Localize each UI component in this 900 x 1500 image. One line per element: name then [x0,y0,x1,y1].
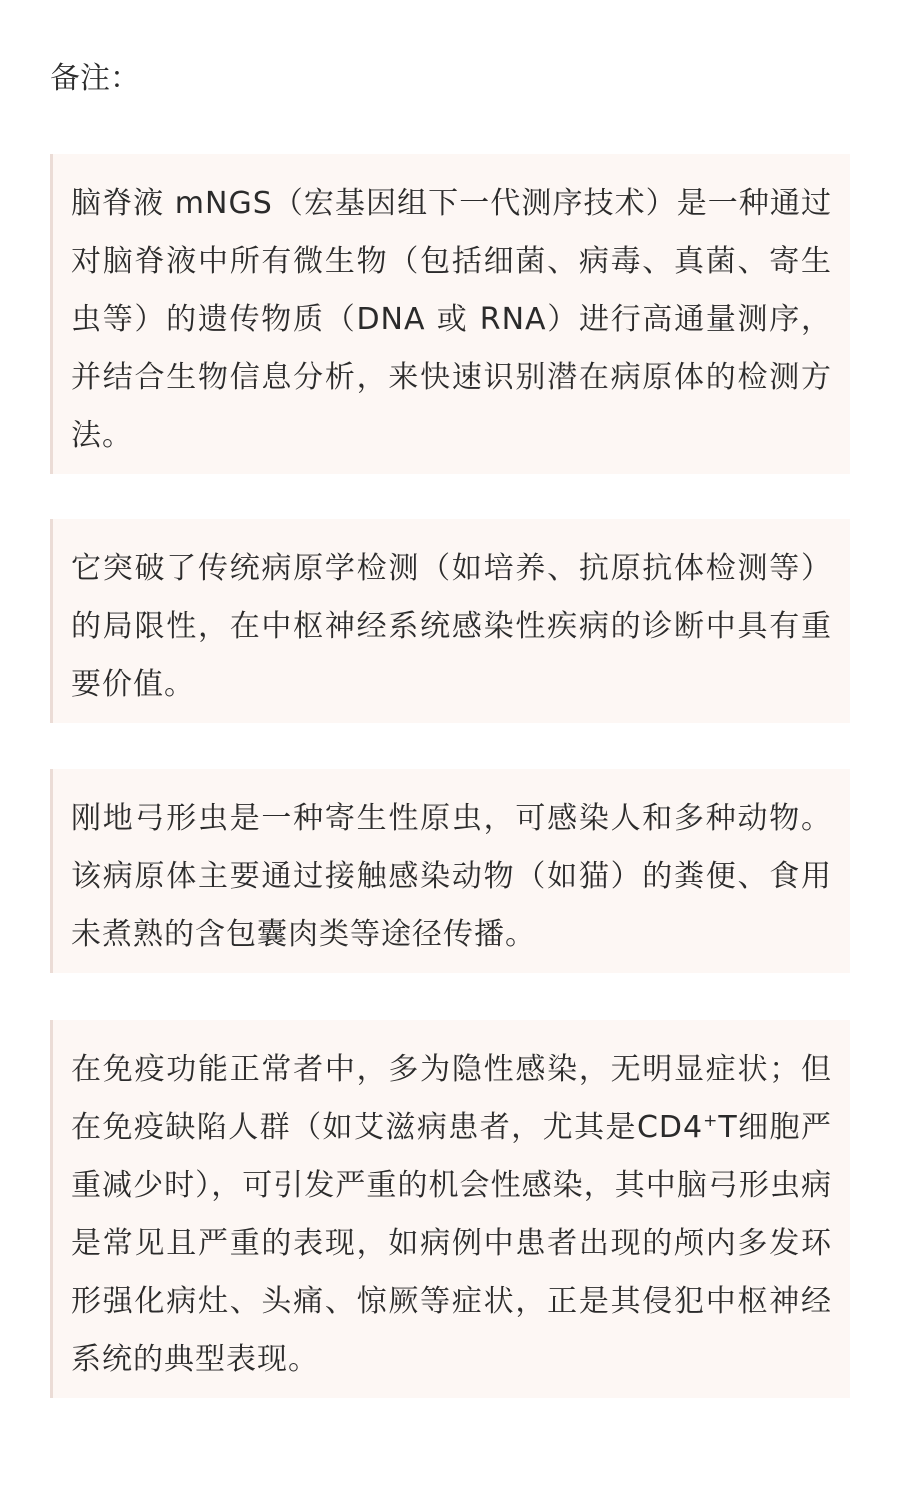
note-text: 它突破了传统病原学检测（如培养、抗原抗体检测等）的局限性，在中枢神经系统感染性疾病的诊断中具有重要价值。 [71,551,832,702]
note-block-infection [50,1020,850,1398]
note-block-mngs-definition [50,154,850,474]
note-text-part: T细胞严重减少时），可引发严重的机会性感染，其中脑弓形虫病是常见且严重的表现，如病例中患者出现的颅内多发环形强化病灶、头痛、惊厥等症状，正是其侵犯中枢神经系统的典型表现。 [71,1110,832,1377]
superscript-plus: + [703,1111,719,1131]
note-text: 刚地弓形虫是一种寄生性原虫，可感染人和多种动物。该病原体主要通过接触感染动物（如猫）的粪便、食用未煮熟的含包囊肉类等途径传播。 [71,801,832,952]
note-block-mngs-value [50,519,850,723]
notes-heading: 备注： [50,61,140,96]
note-text: 脑脊液 mNGS（宏基因组下一代测序技术）是一种通过对脑脊液中所有微生物（包括细菌、病毒、真菌、寄生虫等）的遗传物质（DNA 或 RNA）进行高通量测序，并结合生物信息分析，来快速识别潜在病原体的检测方法。 [71,186,832,453]
note-block-toxoplasma [50,769,850,973]
note-text [71,1041,832,1389]
note-text-part: 在免疫功能正常者中，多为隐性感染，无明显症状；但在免疫缺陷人群（如艾滋病患者，尤其是CD4 [71,1052,832,1145]
